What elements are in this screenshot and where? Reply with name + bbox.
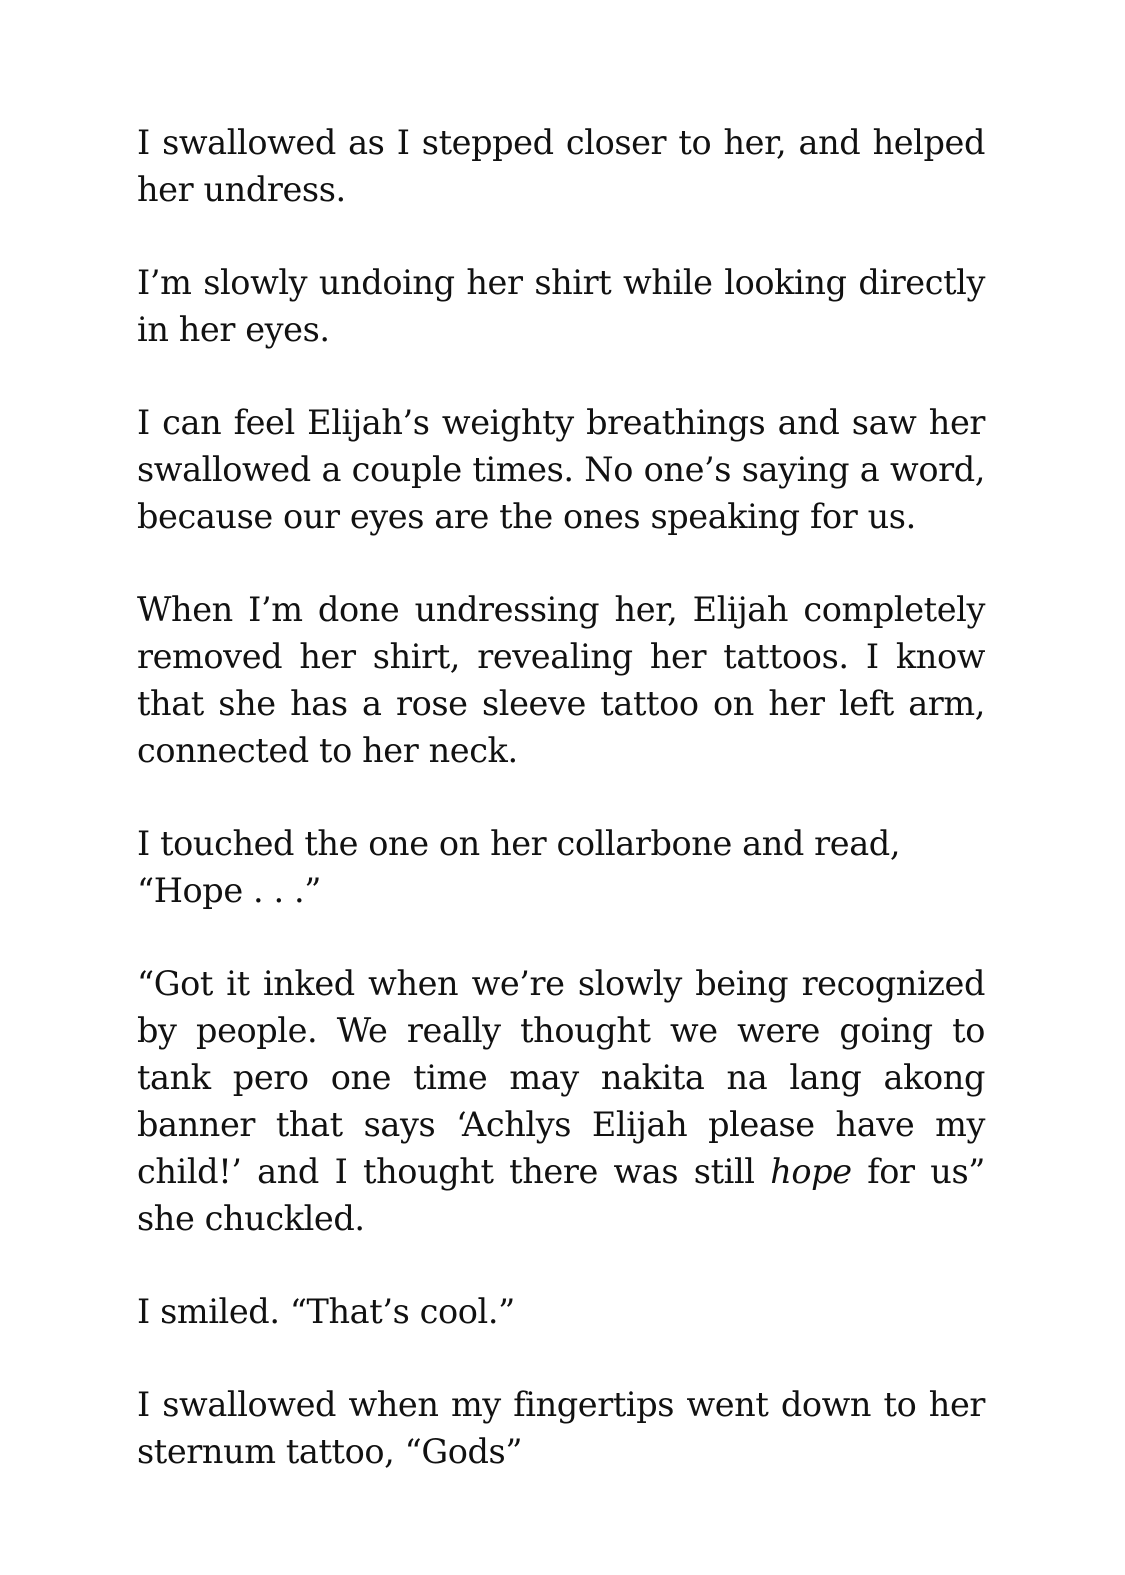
paragraph-3: I can feel Elijah’s weighty breathings and saw her swallowed a couple times. No one’s saying a word, because our eyes are the ones speaking for us. [137, 403, 985, 536]
document-page [137, 119, 985, 1521]
paragraph-5-line-1: I touched the one on her collarbone and read, [137, 824, 901, 863]
paragraph-6-text-before: “Got it inked when we’re slowly being recognized by people. We really thought we were going to tank pero one time may nakita na lang akong banner that says ‘Achlys Elijah please have my child!’ and I thought there was still [137, 964, 985, 1191]
paragraph-1: I swallowed as I stepped closer to her, and helped her undress. [137, 123, 985, 209]
paragraph-5-line-2: “Hope . . .” [137, 871, 321, 910]
paragraph-4: When I’m done undressing her, Elijah completely removed her shirt, revealing her tattoos. I know that she has a rose sleeve tattoo on her left arm, connected to her neck. [137, 590, 985, 770]
paragraph-5 [137, 820, 985, 914]
paragraph-6 [137, 960, 985, 1242]
paragraph-8: I swallowed when my fingertips went down to her sternum tattoo, “Gods” [137, 1385, 985, 1471]
paragraph-7: I smiled. “That’s cool.” [137, 1292, 515, 1331]
paragraph-6-italic-word: hope [770, 1152, 852, 1191]
paragraph-2: I’m slowly undoing her shirt while looking directly in her eyes. [137, 263, 985, 349]
paragraph-6-text-after: for us” she chuckled. [137, 1152, 985, 1238]
